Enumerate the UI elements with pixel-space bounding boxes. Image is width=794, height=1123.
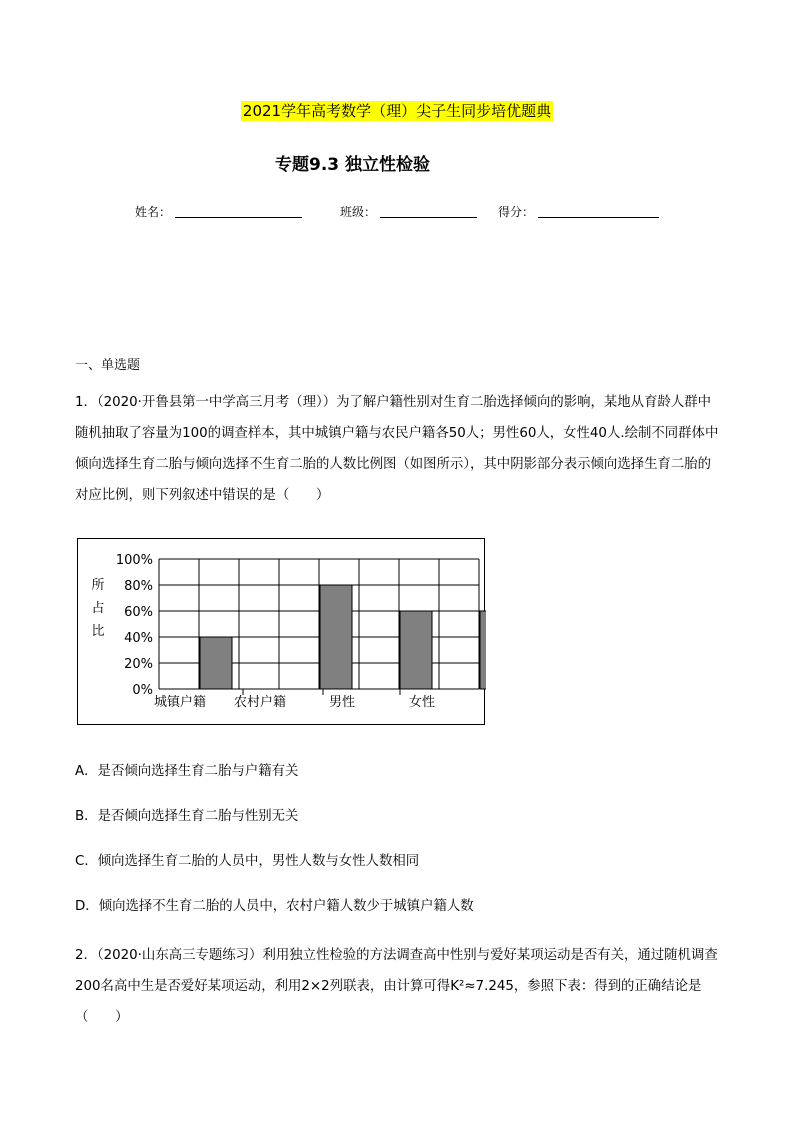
y-tick-label: 40%: [124, 631, 153, 646]
question-1-text: 1．（2020·开鲁县第一中学高三月考（理））为了解户籍性别对生育二胎选择倾向的影响，某地从育龄人群中随机抽取了容量为100的调查样本，其中城镇户籍与农民户籍各50人；男性60人，女性40人.绘制不同群体中倾向选择生育二胎与倾向选择不生育二胎的人数比例图（如图所示），其中阴影部分表示倾向选择生育二胎的对应比例，则下列叙述中错误的是（ ）: [75, 395, 719, 503]
chart-canvas: [78, 539, 486, 726]
class-blank: [380, 217, 477, 218]
option-d: D．倾向选择不生育二胎的人员中，农村户籍人数少于城镇户籍人数: [75, 899, 474, 914]
y-axis-label-char: 占: [91, 601, 105, 616]
x-category-label: 男性: [328, 695, 356, 710]
y-axis-label-char: 比: [91, 624, 105, 639]
name-blank: [175, 217, 302, 218]
bar: [400, 611, 432, 689]
y-tick-label: 60%: [124, 605, 153, 620]
x-category-label: 女性: [408, 695, 436, 710]
option-b: B．是否倾向选择生育二胎与性别无关: [75, 809, 299, 824]
x-category-label: 城镇户籍: [153, 695, 207, 710]
class-label: 班级：: [340, 205, 377, 219]
bar: [200, 637, 232, 689]
y-tick-label: 20%: [124, 657, 153, 672]
y-tick-label: 100%: [115, 553, 153, 568]
section-title: 一、单选题: [75, 358, 141, 373]
topic-title: 专题9.3 独立性检验: [275, 155, 431, 175]
y-tick-label: 80%: [124, 579, 153, 594]
y-axis-label-char: 所: [91, 578, 105, 593]
score-blank: [538, 217, 659, 218]
option-c: C．倾向选择生育二胎的人员中，男性人数与女性人数相同: [75, 854, 420, 869]
question-2-text: 2．（2020·山东高三专题练习）利用独立性检验的方法调查高中性别与爱好某项运动是否有关，通过随机调查200名高中生是否爱好某项运动，利用2×2列联表，由计算可得K²≈7.245，参照下表：得到的正确结论是（ ）: [75, 948, 718, 1025]
score-label: 得分：: [498, 205, 535, 219]
bar: [320, 585, 352, 689]
option-a: A．是否倾向选择生育二胎与户籍有关: [75, 764, 299, 779]
bar: [480, 611, 486, 689]
x-category-label: 农村户籍: [233, 695, 287, 710]
y-tick-label: 0%: [132, 683, 153, 698]
name-label: 姓名：: [135, 205, 172, 219]
bar-chart: [77, 538, 485, 725]
series-title: [0, 100, 794, 121]
series-title-text: 2021学年高考数学（理）尖子生同步培优题典: [242, 102, 552, 120]
